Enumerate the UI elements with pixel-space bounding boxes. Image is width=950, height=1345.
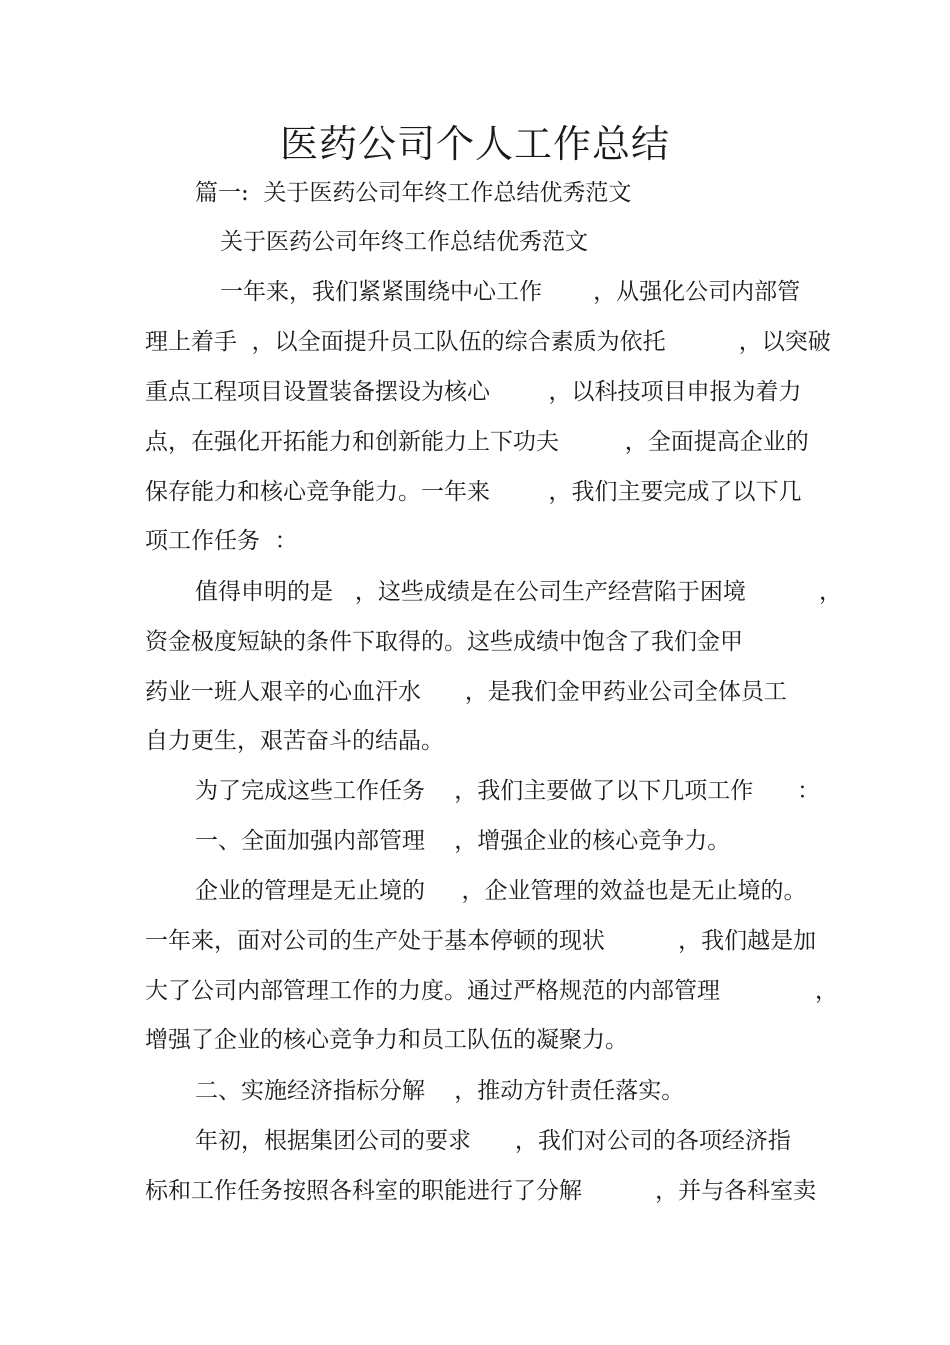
paragraph-line: 药业一班人艰辛的心血汗水 ，是我们金甲药业公司全体员工 xyxy=(145,679,787,705)
paragraph-line: 一年来，面对公司的生产处于基本停顿的现状 ，我们越是加 xyxy=(145,928,817,954)
paragraph-line: 增强了企业的核心竞争力和员工队伍的凝聚力。 xyxy=(145,1027,628,1053)
paragraph-line: 理上着手 ，以全面提升员工队伍的综合素质为依托 ，以突破 xyxy=(145,329,831,355)
paragraph-line: 一年来，我们紧紧围绕中心工作 ，从强化公司内部管 xyxy=(220,279,801,305)
paragraph-line: 自力更生，艰苦奋斗的结晶。 xyxy=(145,728,444,754)
paragraph-line: 关于医药公司年终工作总结优秀范文 xyxy=(220,229,588,255)
section-heading: 篇一: 关于医药公司年终工作总结优秀范文 xyxy=(195,180,632,206)
paragraph-line: 为了完成这些工作任务 ，我们主要做了以下几项工作 ： xyxy=(195,778,821,804)
paragraph-line: 大了公司内部管理工作的力度。通过严格规范的内部管理 ， xyxy=(145,978,839,1004)
paragraph-line: 企业的管理是无止境的 ，企业管理的效益也是无止境的。 xyxy=(195,878,807,904)
paragraph-line: 标和工作任务按照各科室的职能进行了分解 ，并与各科室卖 xyxy=(145,1178,817,1204)
paragraph-line: 资金极度短缺的条件下取得的。这些成绩中饱含了我们金甲 xyxy=(145,629,743,655)
paragraph-line: 一、全面加强内部管理 ，增强企业的核心竞争力。 xyxy=(195,828,731,854)
paragraph-line: 二、实施经济指标分解 ，推动方针责任落实。 xyxy=(195,1078,685,1104)
document-title: 医药公司个人工作总结 xyxy=(279,122,670,166)
paragraph-line: 重点工程项目设置装备摆设为核心 ，以科技项目申报为着力 xyxy=(145,379,802,405)
paragraph-line: 点，在强化开拓能力和创新能力上下功夫 ，全面提高企业的 xyxy=(145,429,809,455)
paragraph-line: 值得申明的是 ，这些成绩是在公司生产经营陷于困境 ， xyxy=(195,579,843,605)
paragraph-line: 项工作任务 ： xyxy=(145,528,298,554)
paragraph-line: 保存能力和核心竞争能力。一年来 ，我们主要完成了以下几 xyxy=(145,479,802,505)
paragraph-line: 年初，根据集团公司的要求 ，我们对公司的各项经济指 xyxy=(195,1128,791,1154)
